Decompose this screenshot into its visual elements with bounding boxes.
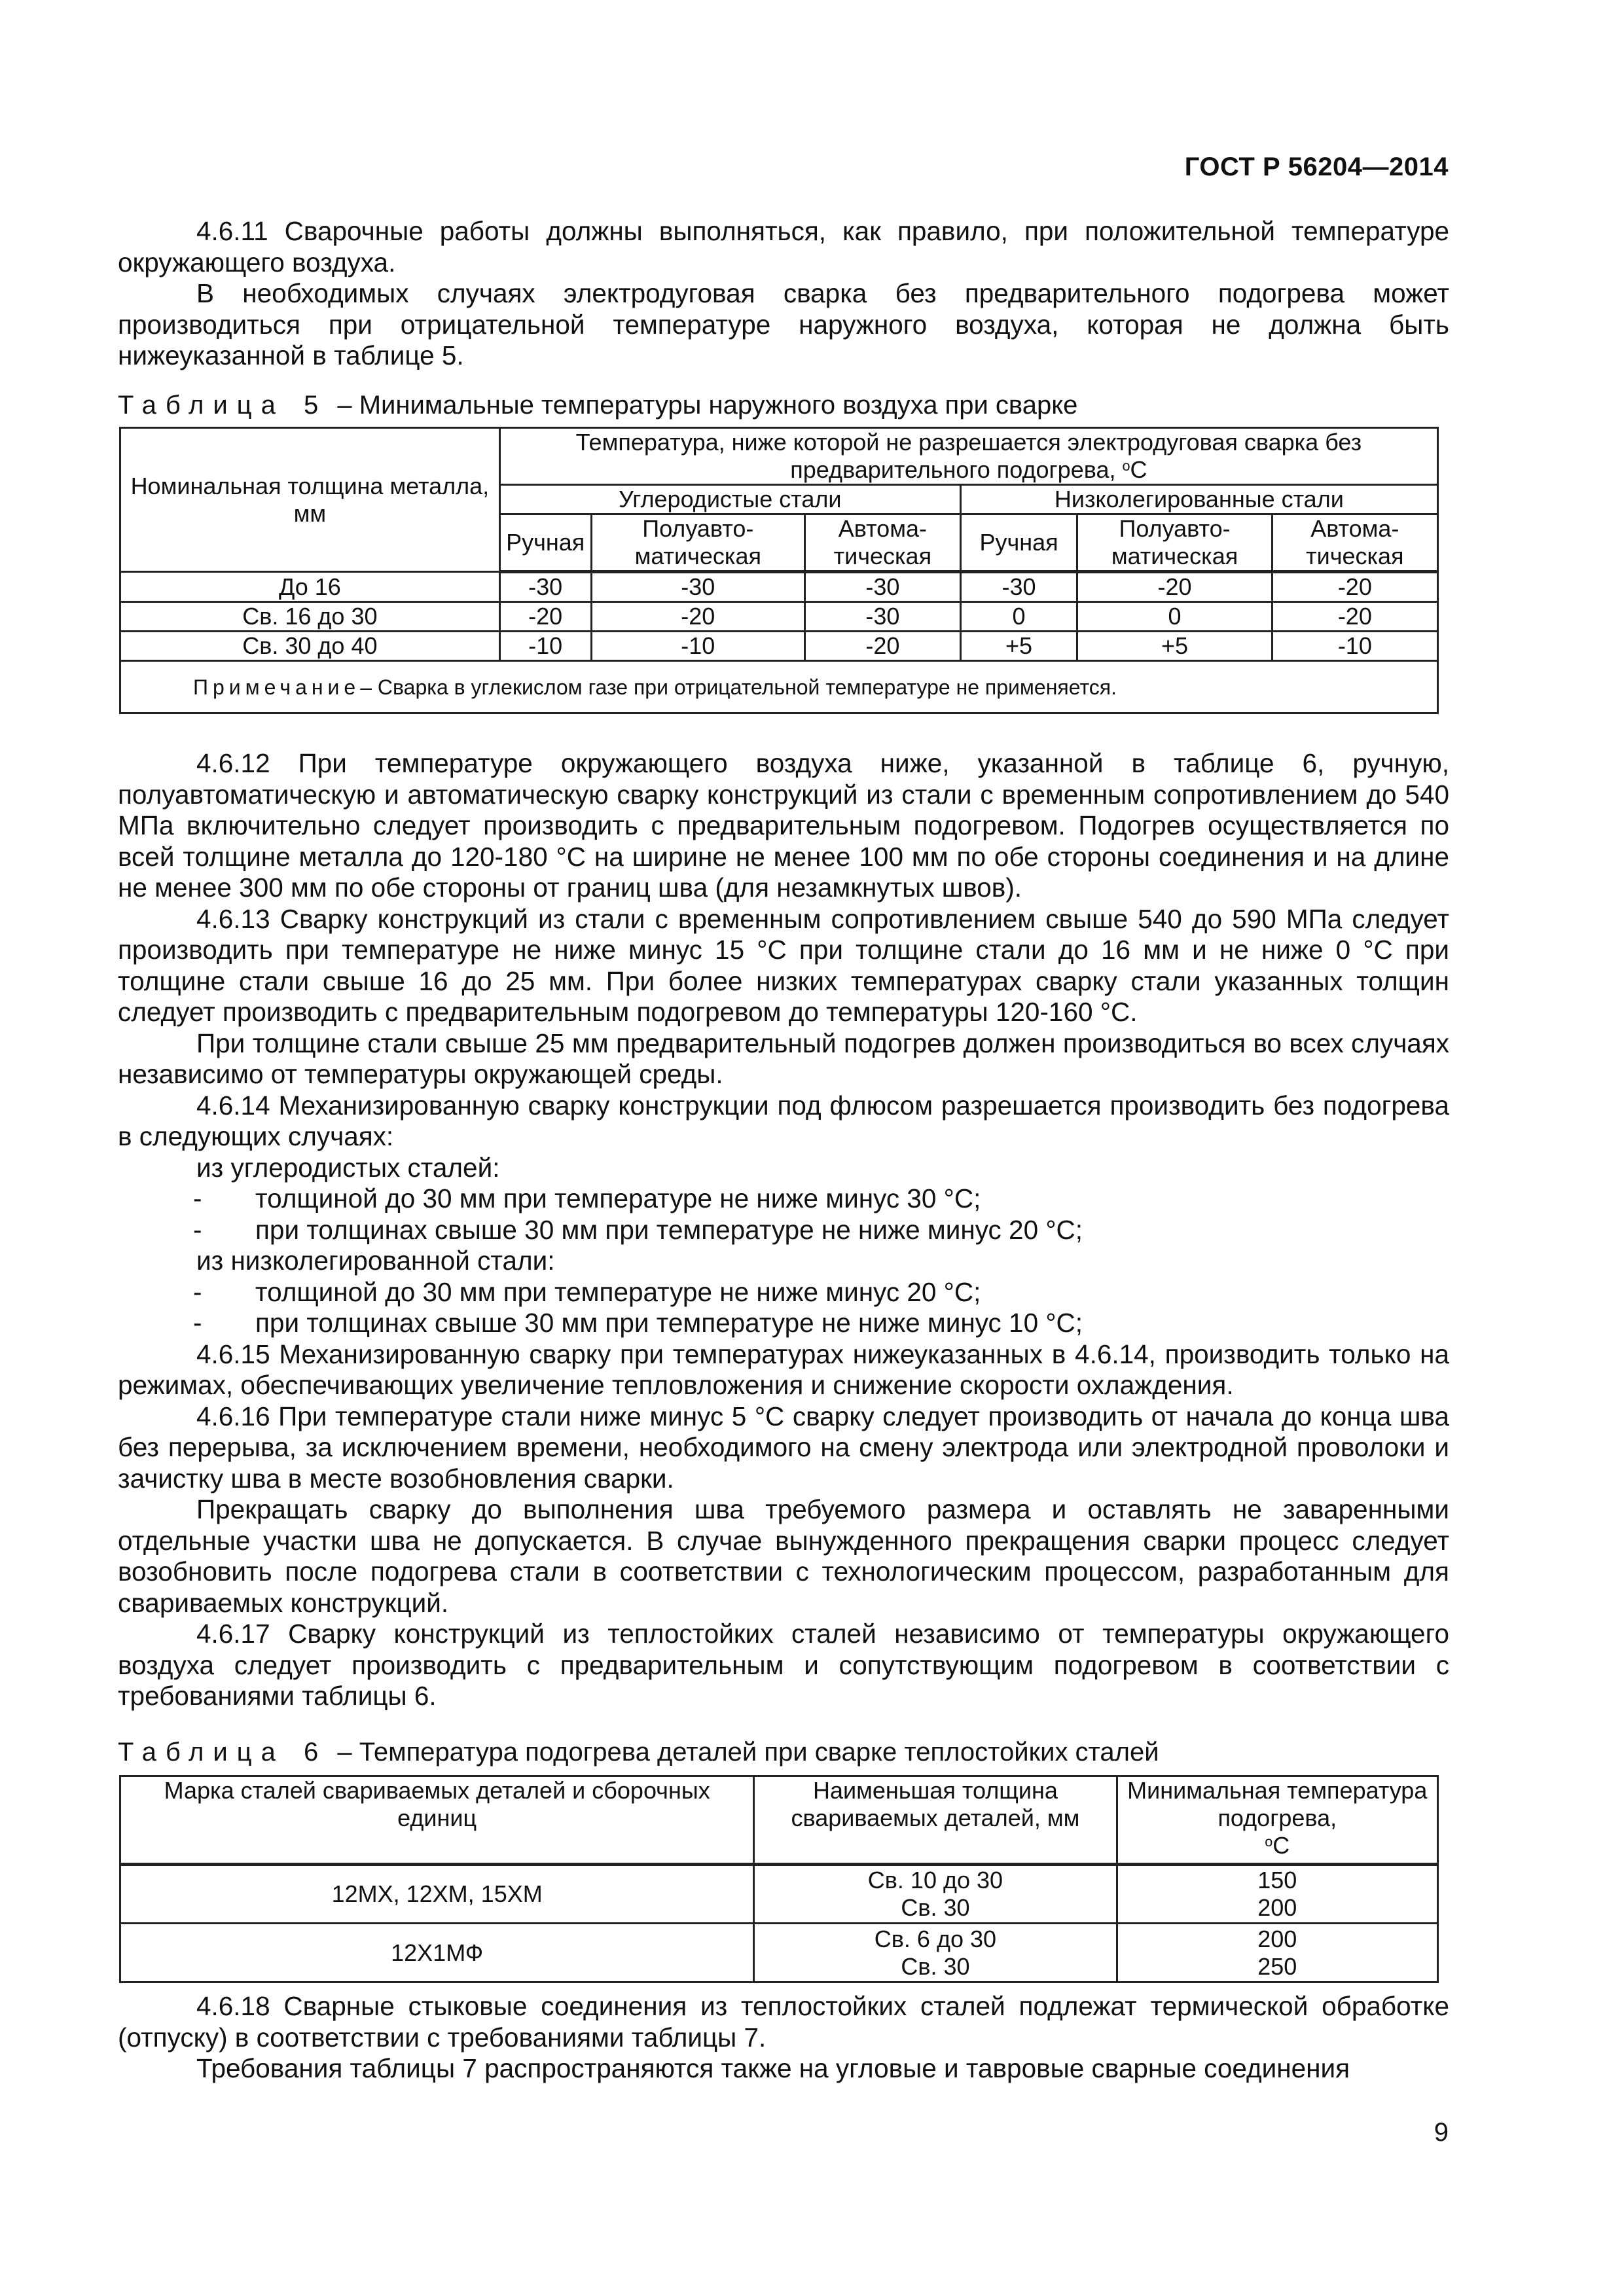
table6-caption-prefix: Таблица: [118, 1738, 285, 1767]
table5-cell: -20: [1077, 572, 1272, 602]
document-header: ГОСТ Р 56204—2014: [1184, 152, 1449, 181]
list-item: - при толщинах свыше 30 мм при температуре не ниже минус 20 °С;: [118, 1215, 1449, 1246]
table5-header-thickness: Номинальная толщина металла, мм: [120, 428, 500, 572]
paragraph-4-6-11: 4.6.11 Сварочные работы должны выполняться, как правило, при положительной температуре окружающего воздуха.: [118, 216, 1449, 278]
table5-cell: -30: [804, 572, 960, 602]
paragraph-4-6-17: 4.6.17 Сварку конструкций из теплостойких сталей независимо от температуры окружающего воздуха следует производить с предварительным и сопутствующим подогревом в соответствии с требованиями таблицы 6.: [118, 1619, 1449, 1711]
table5-cell: -10: [499, 632, 591, 661]
table5-caption-prefix: Таблица: [118, 391, 285, 420]
table6-temperature: [1117, 1865, 1437, 1924]
table6-header-temperature-text: Минимальная температура подогрева,: [1127, 1777, 1428, 1831]
table5-temp-unit: C: [1130, 456, 1147, 483]
closing-paragraphs: [118, 1991, 1449, 2085]
list-item: - толщиной до 30 мм при температуре не ниже минус 30 °С;: [118, 1183, 1449, 1215]
page-number: 9: [1434, 2118, 1449, 2147]
table6-grade: 12Х1МФ: [120, 1924, 754, 1982]
table6-temperature-line: 200: [1257, 1925, 1297, 1952]
table-row: [120, 1865, 1438, 1924]
paragraph-4-6-14: 4.6.14 Механизированную сварку конструкции под флюсом разрешается производить без подогрева в следующих случаях:: [118, 1090, 1449, 1151]
table5-cell: +5: [960, 632, 1077, 661]
table6-temperature-line: 200: [1257, 1894, 1297, 1921]
table-row: [120, 572, 1438, 602]
table6-thickness-line: Св. 30: [901, 1894, 970, 1921]
paragraph-4-6-16-cont: Прекращать сварку до выполнения шва требуемого размера и оставлять не заваренными отдельные участки шва не допускается. В случае вынужденного прекращения сварки процесс следует возобновить после подогрева стали в соответствии с технологическим процессом, разработанным для свариваемых конструкций.: [118, 1494, 1449, 1618]
list-carbon-heading: из углеродистых сталей:: [196, 1152, 500, 1183]
paragraph-4-6-18-cont: Требования таблицы 7 распространяются также на угловые и тавровые сварные соединения: [196, 2053, 1350, 2083]
paragraph-4-6-12: 4.6.12 При температуре окружающего воздуха ниже, указанной в таблице 6, ручную, полуавтоматическую и автоматическую сварку конструкций из стали с временным сопротивлением до 540 МПа включительно следует производить с предварительным подогревом. Подогрев осуществляется по всей толщине металла до 120-180 °С на ширине не менее 100 мм по обе стороны соединения и на длине не менее 300 мм по обе стороны от границ шва (для незамкнутых швов).: [118, 748, 1449, 903]
table5-sub-manual-2: Ручная: [960, 514, 1077, 572]
table6-thickness: [754, 1924, 1117, 1982]
table5-note-text: – Сварка в углекислом газе при отрицательной температуре не применяется.: [360, 675, 1117, 699]
table6-temperature: [1117, 1924, 1437, 1982]
table6-temperature-line: 250: [1257, 1952, 1297, 1980]
table6-temperature-line: 150: [1257, 1867, 1297, 1893]
table5-cell: -30: [591, 572, 804, 602]
table5-sub-semi-2: Полуавто-матическая: [1077, 514, 1272, 572]
table5-cell: -10: [591, 632, 804, 661]
table-row: [120, 632, 1438, 661]
table5-header-temperature: Температура, ниже которой не разрешается электродуговая сварка без предварительного подогрева, $^o$C: [499, 428, 1437, 485]
table-row: [120, 602, 1438, 632]
table5-sub-semi: Полуавто-матическая: [591, 514, 804, 572]
table6-temp-unit: C: [1272, 1832, 1290, 1859]
list-item: - при толщинах свыше 30 мм при температуре не ниже минус 10 °С;: [118, 1308, 1449, 1339]
paragraph-4-6-11-cont: В необходимых случаях электродуговая сварка без предварительного подогрева может производиться при отрицательной температуре наружного воздуха, которая не должна быть нижеуказанной в таблице 5.: [118, 278, 1449, 370]
table6-caption: [118, 1738, 1159, 1767]
main-paragraphs: [118, 748, 1449, 1712]
table5-cell: -10: [1272, 632, 1437, 661]
table6-thickness-line: Св. 6 до 30: [874, 1925, 997, 1952]
table6-caption-number: 6: [303, 1738, 319, 1767]
table5-group-carbon: Углеродистые стали: [499, 485, 960, 514]
paragraph-4-6-13: 4.6.13 Сварку конструкций из стали с временным сопротивлением свыше 540 до 590 МПа следует производить при температуре не ниже минус 15 °С при толщине стали до 16 мм и не ниже 0 °С при толщине стали свыше 16 до 25 мм. При более низких температурах сварку стали указанных толщин следует производить с предварительным подогревом до температуры 120-160 °С.: [118, 903, 1449, 1027]
table5-group-lowalloy: Низколегированные стали: [960, 485, 1437, 514]
table5-caption-text: – Минимальные температуры наружного воздуха при сварке: [337, 391, 1078, 420]
table6-thickness-line: Св. 30: [901, 1952, 970, 1980]
table5-cell: 0: [1077, 602, 1272, 632]
table5-cell: До 16: [120, 572, 500, 602]
table6-thickness-line: Св. 10 до 30: [867, 1867, 1003, 1893]
list-item: - толщиной до 30 мм при температуре не ниже минус 20 °С;: [118, 1277, 1449, 1308]
table5-cell: 0: [960, 602, 1077, 632]
table5-header-temperature-text: Температура, ниже которой не разрешается электродуговая сварка без предварительного подогрева,: [575, 429, 1362, 483]
table5-cell: -30: [804, 602, 960, 632]
table5-sub-manual: Ручная: [499, 514, 591, 572]
table6-header-temperature: Минимальная температура подогрева, $^o$C: [1117, 1776, 1437, 1865]
paragraph-4-6-16: 4.6.16 При температуре стали ниже минус 5 °С сварку следует производить от начала до конца шва без перерыва, за исключением времени, необходимого на смену электрода или электродной проволоки и зачистку шва в месте возобновления сварки.: [118, 1401, 1449, 1494]
table5-sub-auto: Автома-тическая: [804, 514, 960, 572]
table5-cell: -20: [1272, 572, 1437, 602]
table5-note-label: Примечание: [193, 675, 361, 699]
table5-caption: [118, 391, 1077, 420]
intro-paragraphs: [118, 216, 1449, 372]
table-row: [120, 1924, 1438, 1982]
table5-cell: -20: [591, 602, 804, 632]
table5-cell: Св. 16 до 30: [120, 602, 500, 632]
table5-cell: -30: [499, 572, 591, 602]
table-5: [119, 427, 1439, 714]
table5-cell: -20: [499, 602, 591, 632]
table6-thickness: [754, 1865, 1117, 1924]
table5-note: [120, 661, 1438, 713]
table6-header-grade: Марка сталей свариваемых деталей и сборочных единиц: [120, 1776, 754, 1865]
table-6: [119, 1775, 1439, 1983]
table5-cell: Св. 30 до 40: [120, 632, 500, 661]
table5-cell: -20: [804, 632, 960, 661]
table5-cell: -30: [960, 572, 1077, 602]
paragraph-4-6-13-cont: При толщине стали свыше 25 мм предварительный подогрев должен производиться во всех случаях независимо от температуры окружающей среды.: [118, 1028, 1449, 1089]
table6-caption-text: – Температура подогрева деталей при сварке теплостойких сталей: [337, 1738, 1159, 1767]
table5-sub-auto-2: Автома-тическая: [1272, 514, 1437, 572]
table5-cell: +5: [1077, 632, 1272, 661]
table5-caption-number: 5: [303, 391, 319, 420]
table6-header-thickness: Наименьшая толщина свариваемых деталей, мм: [754, 1776, 1117, 1865]
table5-cell: -20: [1272, 602, 1437, 632]
table6-grade: 12МХ, 12ХМ, 15ХМ: [120, 1865, 754, 1924]
paragraph-4-6-18: 4.6.18 Сварные стыковые соединения из теплостойких сталей подлежат термической обработке (отпуску) в соответствии с требованиями таблицы 7.: [118, 1991, 1449, 2053]
paragraph-4-6-15: 4.6.15 Механизированную сварку при температурах нижеуказанных в 4.6.14, производить только на режимах, обеспечивающих увеличение тепловложения и снижение скорости охлаждения.: [118, 1338, 1449, 1400]
list-lowalloy-heading: из низколегированной стали:: [196, 1246, 555, 1276]
